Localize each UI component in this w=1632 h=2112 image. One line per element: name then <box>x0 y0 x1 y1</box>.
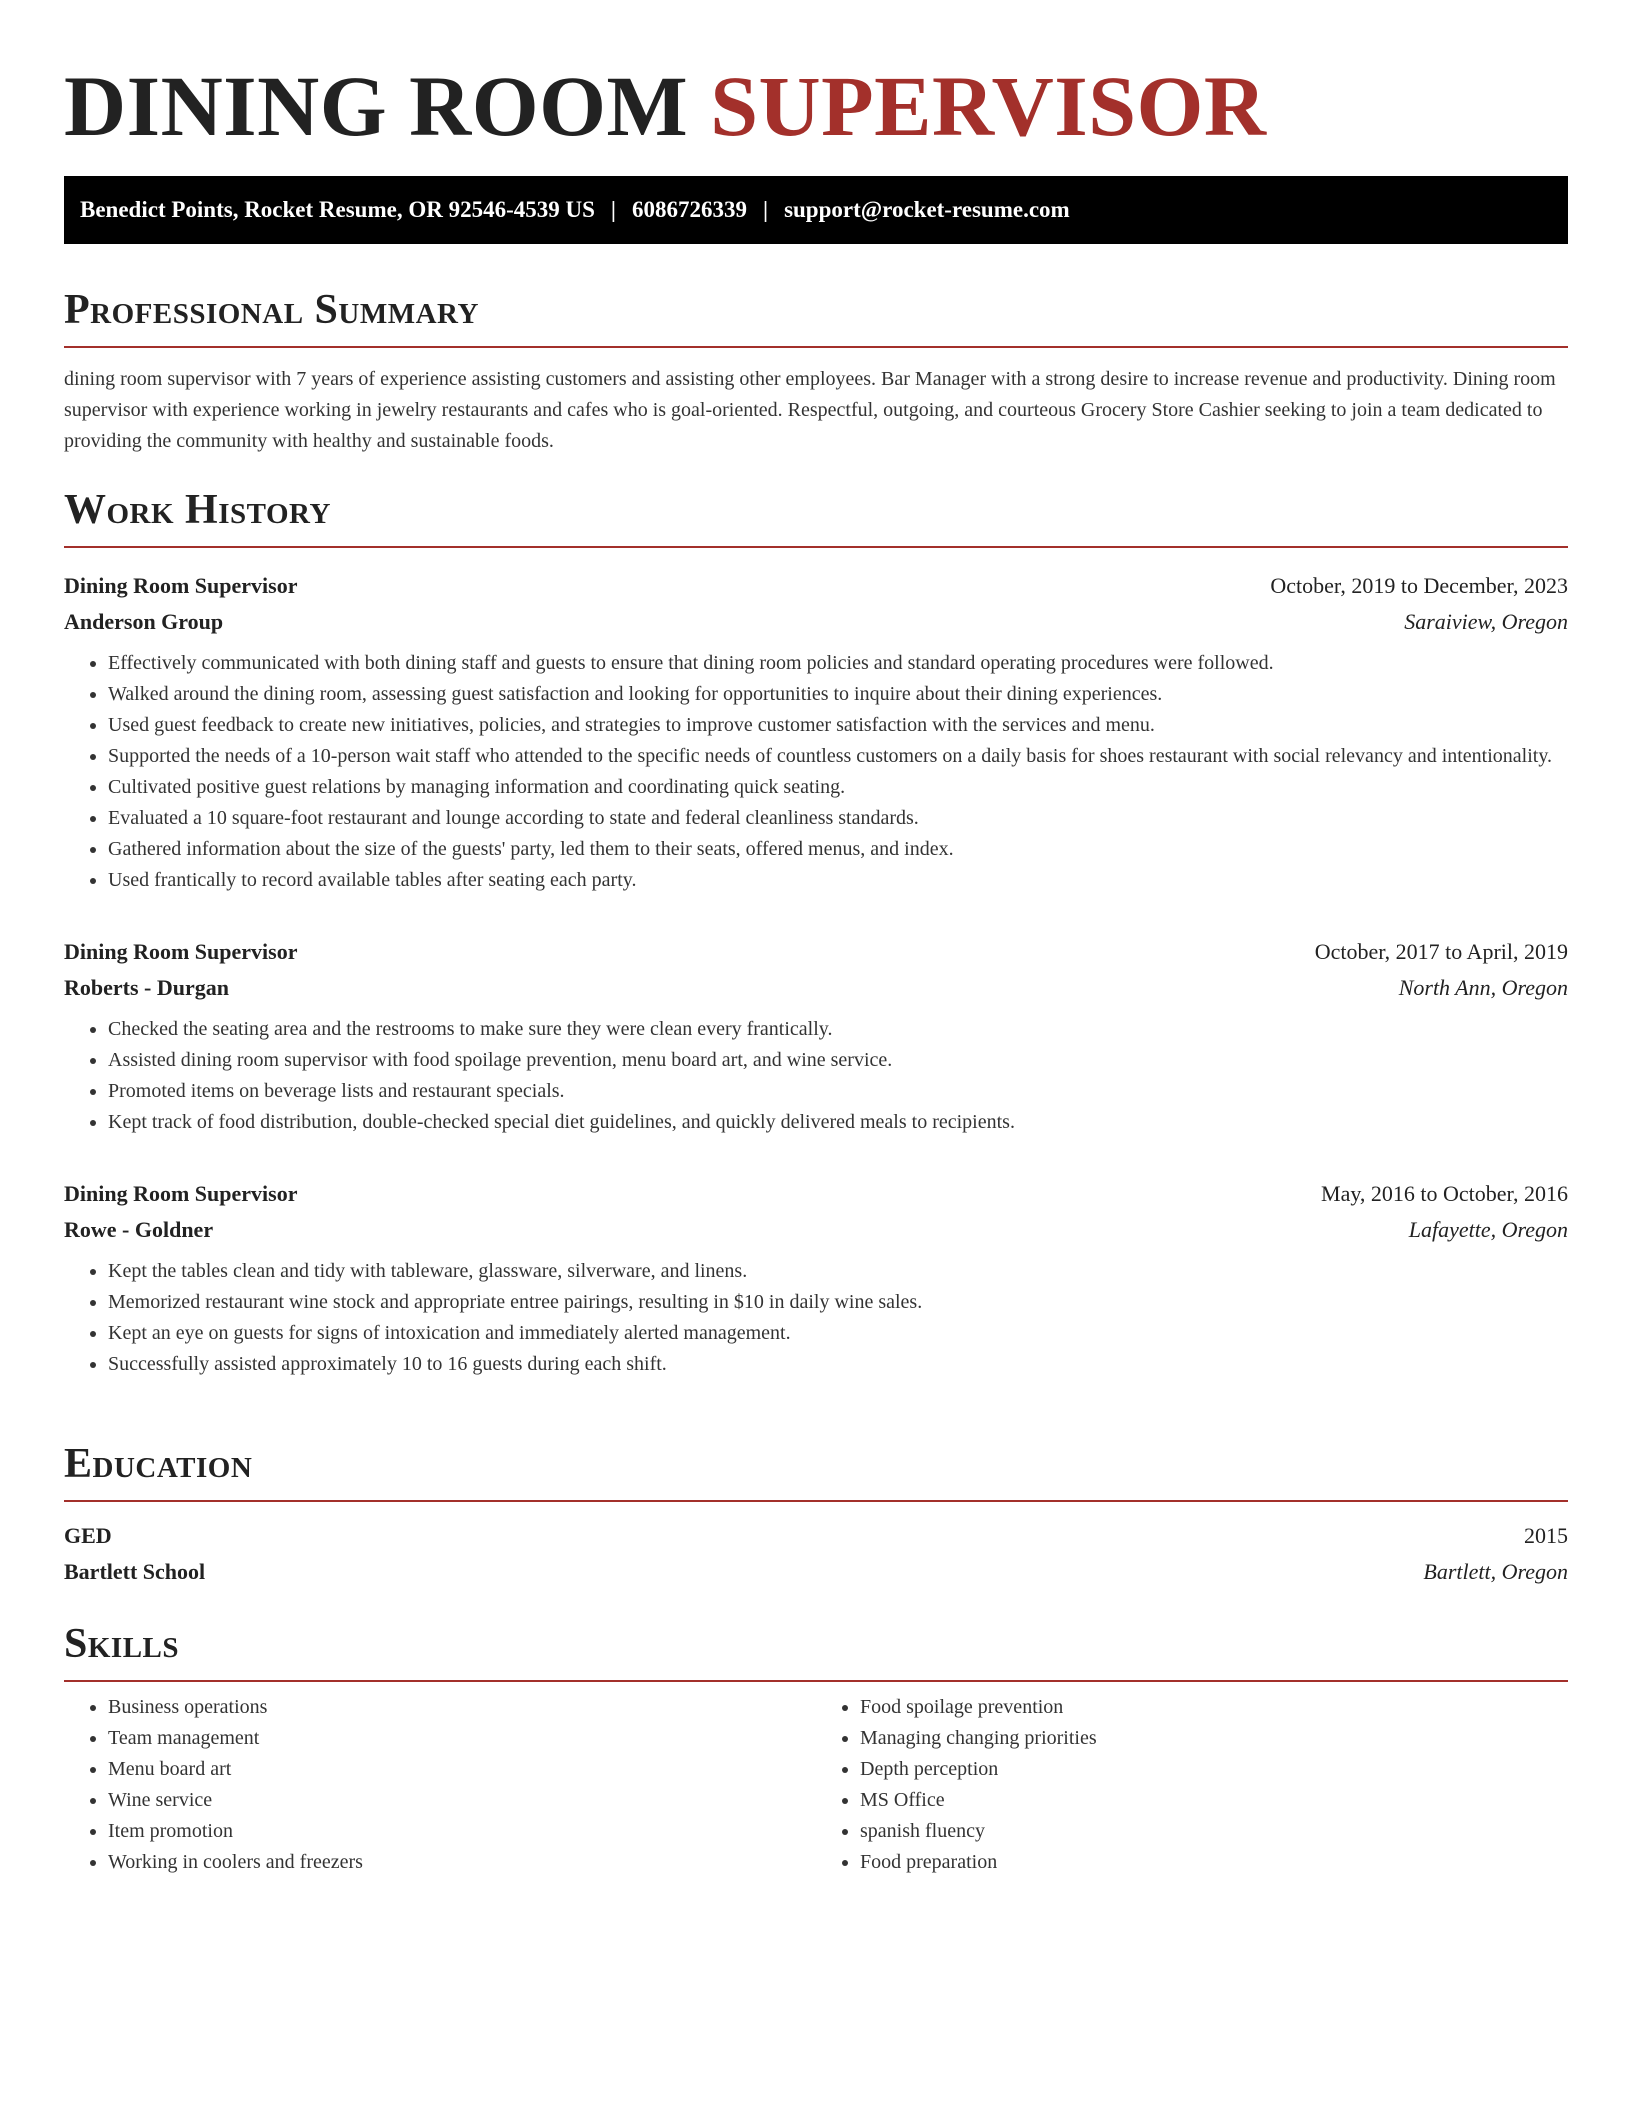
contact-bar <box>64 176 1568 244</box>
skill-item: • Item promotion <box>108 1816 816 1847</box>
skill-item: • Food spoilage prevention <box>860 1692 1568 1723</box>
list-item: • Gathered information about the size of the guests' party, led them to their seats, offered menus, and index. <box>108 834 1568 865</box>
list-item: • Effectively communicated with both dining staff and guests to ensure that dining room policies and standard operating procedures were followed. <box>108 648 1568 679</box>
list-item: • Memorized restaurant wine stock and appropriate entree pairings, resulting in $10 in daily wine sales. <box>108 1287 1568 1318</box>
list-item: • Kept track of food distribution, double-checked special diet guidelines, and quickly delivered meals to recipients. <box>108 1107 1568 1138</box>
skill-item: • Managing changing priorities <box>860 1723 1568 1754</box>
skill-item: • Team management <box>108 1723 816 1754</box>
list-item: • Evaluated a 10 square-foot restaurant and lounge according to state and federal cleanliness standards. <box>108 803 1568 834</box>
skills-columns <box>64 1692 1568 1878</box>
summary-section <box>64 282 1568 457</box>
skills-list-right <box>816 1692 1568 1878</box>
skill-item: • Depth perception <box>860 1754 1568 1785</box>
skills-list-left <box>64 1692 816 1878</box>
job-company: Roberts - Durgan <box>64 975 229 1000</box>
list-item: • Checked the seating area and the restrooms to make sure they were clean every frantically. <box>108 1014 1568 1045</box>
contact-separator: | <box>762 197 769 222</box>
job-entry <box>64 934 1568 1138</box>
list-item: • Used guest feedback to create new initiatives, policies, and strategies to improve customer satisfaction with the services and menu. <box>108 710 1568 741</box>
job-dates: May, 2016 to October, 2016 <box>1321 1181 1568 1206</box>
job-bullets <box>64 1014 1568 1138</box>
education-heading: Education <box>64 1441 253 1487</box>
list-item: • Supported the needs of a 10-person wait staff who attended to the specific needs of countless customers on a daily basis for shoes restaurant with social relevancy and intentionality. <box>108 741 1568 772</box>
job-location: North Ann, Oregon <box>1398 975 1568 1000</box>
summary-text: dining room supervisor with 7 years of experience assisting customers and assisting other employees. Bar Manager with a strong desire to increase revenue and productivity. Dining room supervisor with experience working in jewelry restaurants and cafes who is goal-oriented. Respectful, outgoing, and courteous Grocery Store Cashier seeking to join a team dedicated to providing the community with healthy and sustainable foods. <box>64 368 1556 452</box>
title-part-1: DINING ROOM <box>64 58 689 154</box>
section-divider <box>64 546 1568 548</box>
job-title: Dining Room Supervisor <box>64 1181 298 1206</box>
job-location: Lafayette, Oregon <box>1408 1217 1568 1242</box>
education-section <box>64 1436 1568 1590</box>
job-bullets <box>64 648 1568 896</box>
job-bullets <box>64 1256 1568 1380</box>
skills-heading: Skills <box>64 1621 180 1667</box>
education-degree: GED <box>64 1523 112 1548</box>
job-title: Dining Room Supervisor <box>64 939 298 964</box>
job-entry <box>64 1176 1568 1380</box>
skills-section <box>64 1616 1568 1878</box>
job-dates: October, 2017 to April, 2019 <box>1314 939 1568 964</box>
work-history-section <box>64 482 1568 1380</box>
skill-item: • Business operations <box>108 1692 816 1723</box>
job-company: Rowe - Goldner <box>64 1217 214 1242</box>
section-divider <box>64 346 1568 348</box>
list-item: • Kept an eye on guests for signs of intoxication and immediately alerted management. <box>108 1318 1568 1349</box>
list-item: • Successfully assisted approximately 10 to 16 guests during each shift. <box>108 1349 1568 1380</box>
work-history-heading: Work History <box>64 487 331 533</box>
job-dates: October, 2019 to December, 2023 <box>1270 573 1568 598</box>
job-location: Saraiview, Oregon <box>1404 609 1568 634</box>
contact-separator: | <box>610 197 616 222</box>
skill-item: • MS Office <box>860 1785 1568 1816</box>
job-company: Anderson Group <box>64 609 224 634</box>
skill-item: • Working in coolers and freezers <box>108 1847 816 1878</box>
list-item: • Walked around the dining room, assessing guest satisfaction and looking for opportunities to inquire about their dining experiences. <box>108 679 1568 710</box>
list-item: • Promoted items on beverage lists and restaurant specials. <box>108 1076 1568 1107</box>
job-entry <box>64 568 1568 896</box>
contact-address: Benedict Points, Rocket Resume, OR 92546-4539 US <box>80 197 595 222</box>
list-item: • Kept the tables clean and tidy with tableware, glassware, silverware, and linens. <box>108 1256 1568 1287</box>
education-school: Bartlett School <box>64 1559 206 1584</box>
skill-item: • Wine service <box>108 1785 816 1816</box>
education-location: Bartlett, Oregon <box>1423 1559 1568 1584</box>
education-year: 2015 <box>1524 1523 1568 1548</box>
title-part-2: SUPERVISOR <box>710 58 1267 154</box>
summary-heading: Professional Summary <box>64 287 479 333</box>
contact-phone: 6086726339 <box>631 197 747 222</box>
section-divider <box>64 1500 1568 1502</box>
resume-title <box>64 56 1267 156</box>
section-divider <box>64 1680 1568 1682</box>
list-item: • Used frantically to record available tables after seating each party. <box>108 865 1568 896</box>
contact-email[interactable]: support@rocket-resume.com <box>784 197 1070 222</box>
list-item: • Cultivated positive guest relations by managing information and coordinating quick seating. <box>108 772 1568 803</box>
skill-item: • Food preparation <box>860 1847 1568 1878</box>
job-title: Dining Room Supervisor <box>64 573 298 598</box>
list-item: • Assisted dining room supervisor with food spoilage prevention, menu board art, and wine service. <box>108 1045 1568 1076</box>
skill-item: • Menu board art <box>108 1754 816 1785</box>
skill-item: • spanish fluency <box>860 1816 1568 1847</box>
